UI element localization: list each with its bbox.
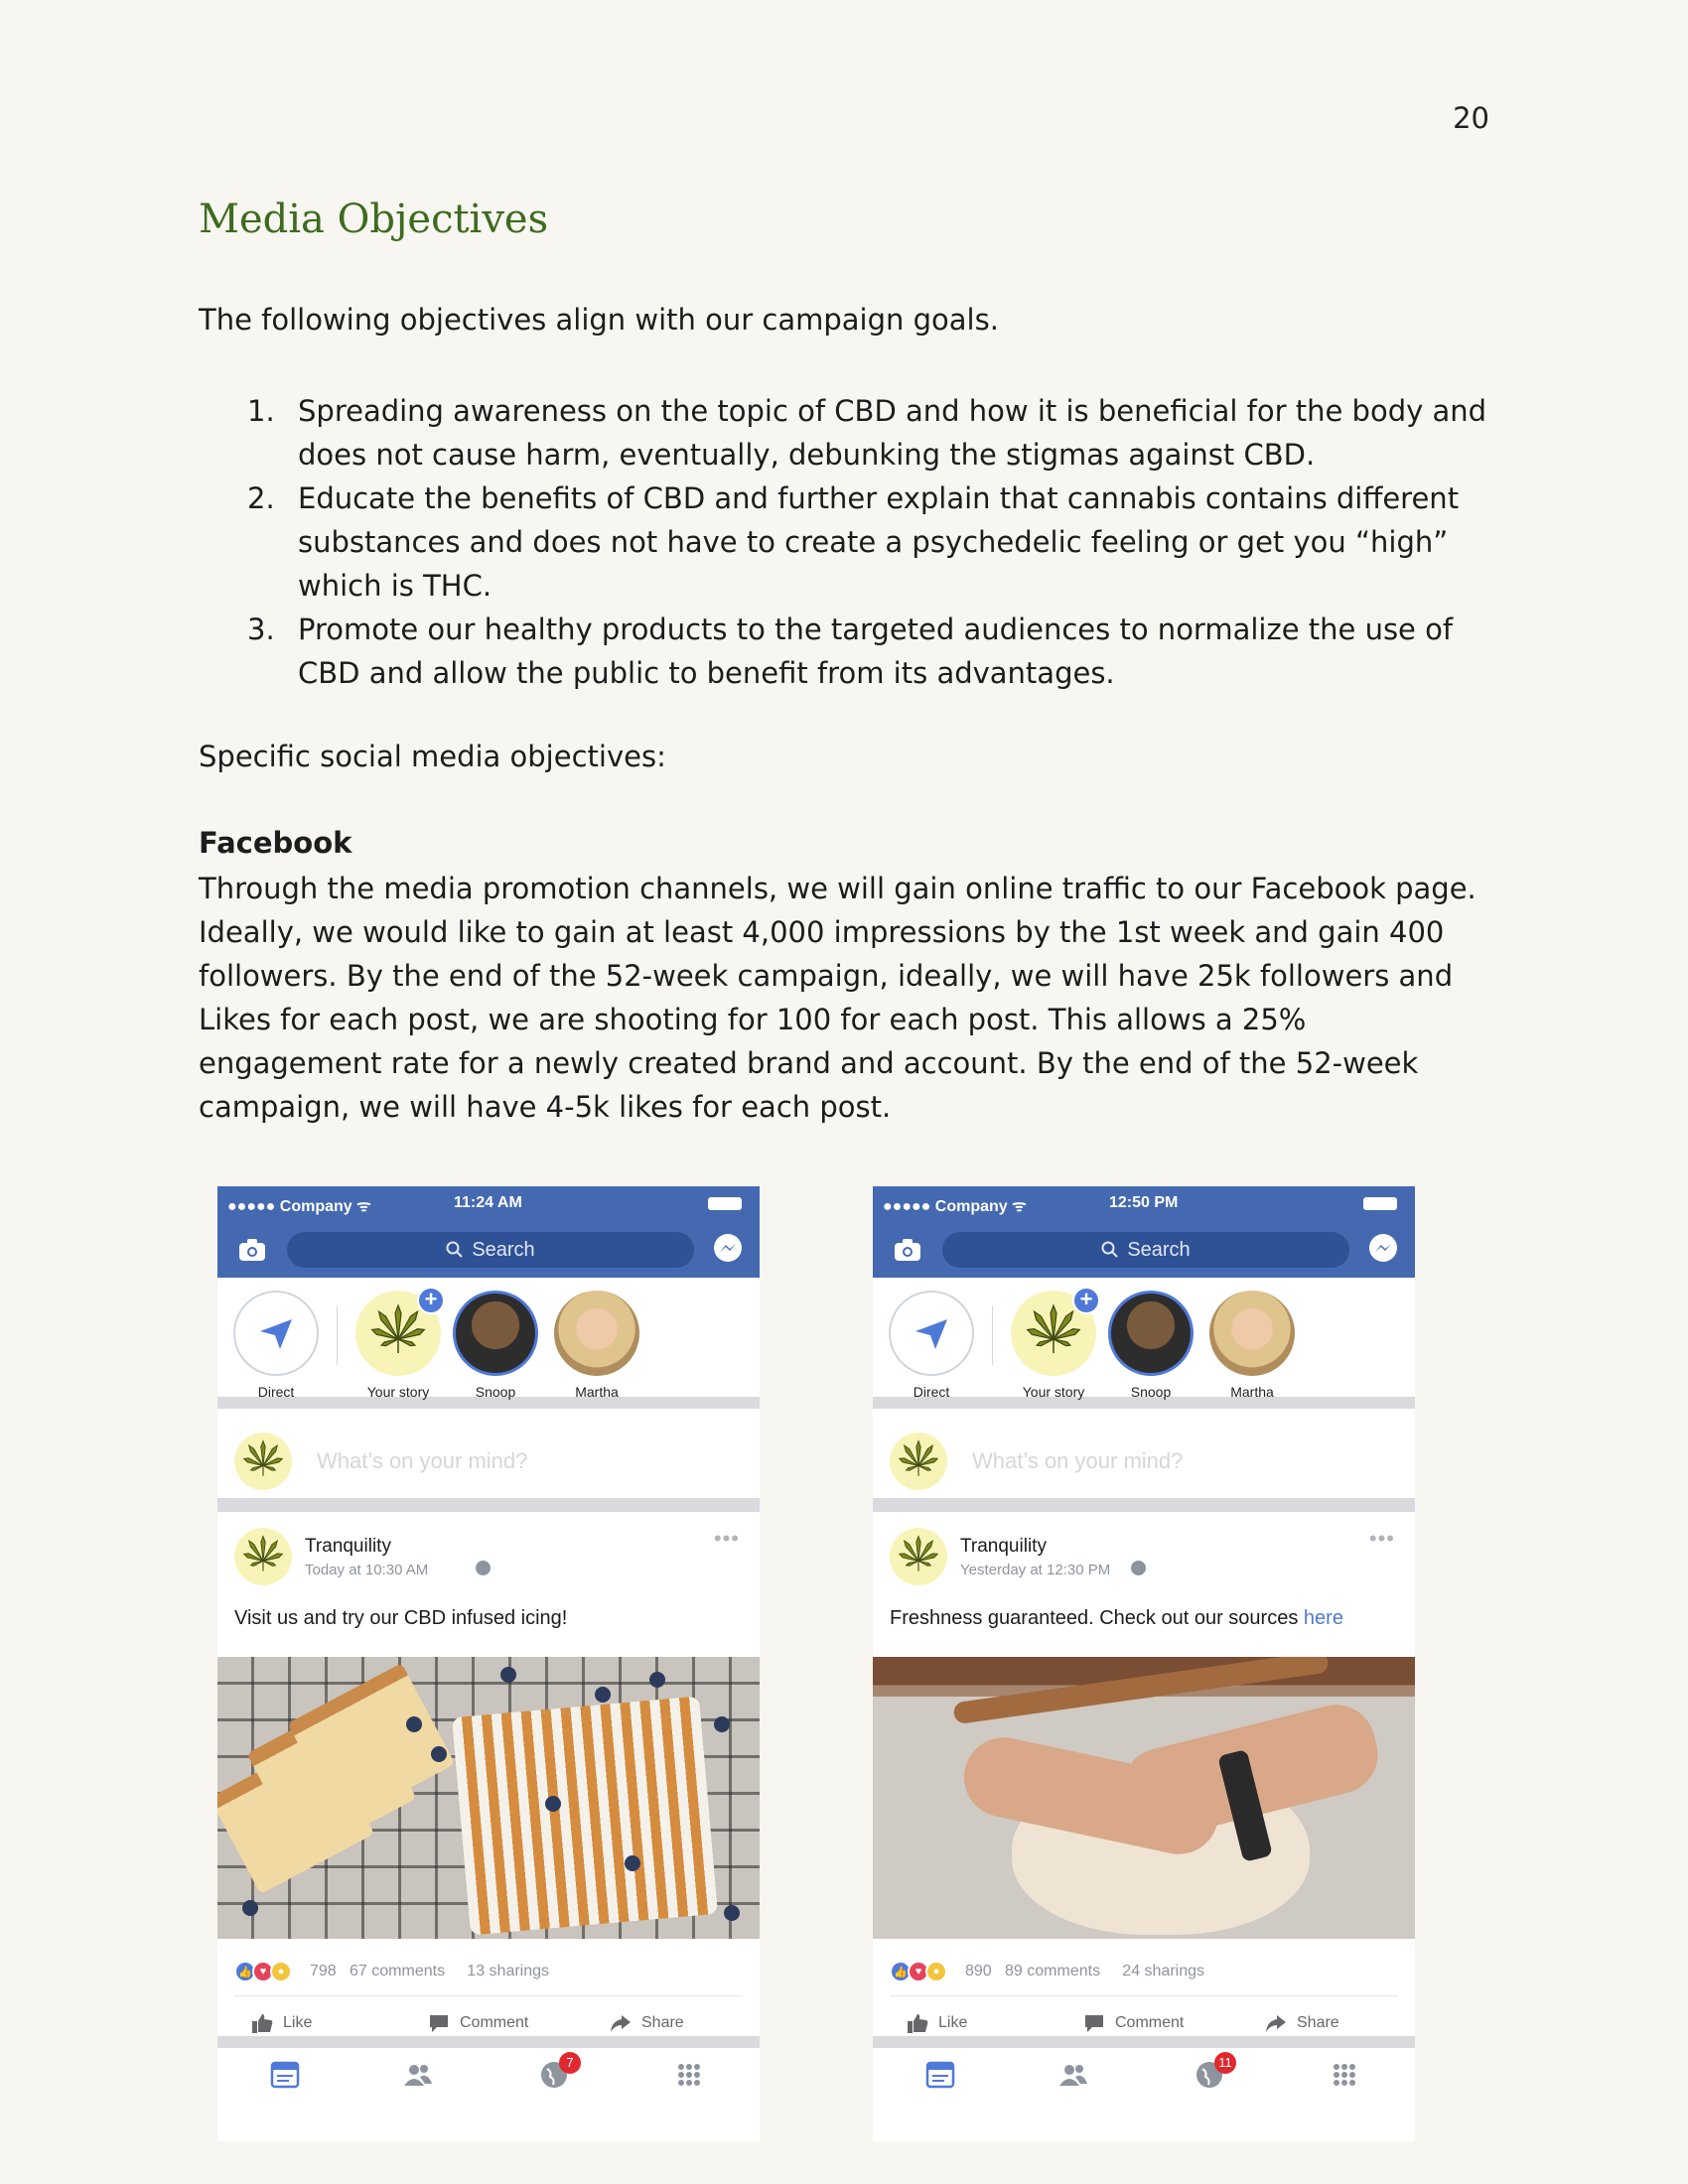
avatar bbox=[234, 1433, 292, 1490]
list-item bbox=[199, 608, 1489, 695]
list-number: 2. bbox=[247, 481, 275, 515]
carrier-label: ●●●●● Company ᯤ bbox=[883, 1198, 1027, 1215]
cannabis-leaf-icon bbox=[368, 1303, 428, 1363]
like-label: Like bbox=[283, 2014, 313, 2031]
story-martha[interactable] bbox=[1204, 1291, 1300, 1400]
share-icon bbox=[1265, 2012, 1287, 2034]
composer-placeholder: What’s on your mind? bbox=[317, 1448, 528, 1473]
icing-loaf bbox=[452, 1697, 718, 1936]
list-item-text: Educate the benefits of CBD and further explain that cannabis contains different substances and does not have to create a psychedelic feeling or get you “high” which is THC. bbox=[298, 481, 1460, 603]
avatar bbox=[554, 1291, 639, 1376]
messenger-icon[interactable] bbox=[712, 1233, 744, 1265]
clock: 12:50 PM bbox=[1109, 1194, 1179, 1211]
battery-icon bbox=[1363, 1197, 1397, 1210]
post-stats: 890 89 comments 24 sharings bbox=[965, 1963, 1205, 1979]
menu-grid-icon[interactable] bbox=[1330, 2060, 1359, 2090]
cannabis-leaf-icon bbox=[1024, 1303, 1083, 1363]
post-image-cake bbox=[217, 1657, 760, 1939]
list-item-text: Spreading awareness on the topic of CBD and how it is beneficial for the body and does not cause harm, eventually, debunking the stigmas against CBD. bbox=[298, 394, 1487, 472]
story-label: Direct bbox=[257, 1384, 295, 1400]
status-bar bbox=[217, 1186, 760, 1220]
battery-icon bbox=[708, 1197, 742, 1210]
story-label: Snoop bbox=[1130, 1384, 1172, 1400]
list-number: 1. bbox=[247, 394, 275, 428]
cannabis-leaf-icon bbox=[241, 1439, 285, 1483]
menu-grid-icon[interactable] bbox=[674, 2060, 704, 2090]
list-item bbox=[199, 389, 1489, 477]
add-story-icon[interactable]: + bbox=[417, 1287, 445, 1314]
avatar bbox=[1209, 1291, 1295, 1376]
divider bbox=[337, 1305, 338, 1365]
story-label: Direct bbox=[913, 1384, 950, 1400]
comment-icon bbox=[428, 2012, 450, 2034]
clock: 11:24 AM bbox=[454, 1194, 522, 1211]
news-feed-icon[interactable] bbox=[270, 2060, 300, 2090]
search-bar bbox=[217, 1220, 760, 1278]
search-input[interactable] bbox=[942, 1232, 1349, 1268]
avatar[interactable] bbox=[890, 1528, 947, 1585]
stories-row bbox=[217, 1278, 760, 1409]
avatar bbox=[453, 1291, 538, 1376]
like-button[interactable] bbox=[251, 2012, 312, 2034]
post-timestamp: Today at 10:30 AM bbox=[305, 1562, 429, 1578]
bottom-tab-bar bbox=[873, 2048, 1415, 2100]
rolling-pin bbox=[952, 1657, 1329, 1724]
comment-icon bbox=[1083, 2012, 1105, 2034]
blueberry bbox=[500, 1667, 516, 1683]
social-objectives-heading: Specific social media objectives: bbox=[199, 740, 666, 773]
page-number: 20 bbox=[1453, 101, 1489, 135]
post-actions bbox=[217, 1996, 760, 2048]
post-author[interactable]: Tranquility bbox=[305, 1536, 391, 1557]
wow-reaction-icon: ● bbox=[925, 1961, 947, 1982]
reactions-bar[interactable] bbox=[234, 1939, 743, 1996]
story-snoop[interactable] bbox=[1103, 1291, 1198, 1400]
facebook-mockup-left bbox=[217, 1186, 760, 2141]
avatar[interactable] bbox=[234, 1528, 292, 1585]
notifications-tab[interactable] bbox=[1195, 2055, 1232, 2090]
cannabis-leaf-icon bbox=[897, 1535, 940, 1578]
story-label: Martha bbox=[1230, 1384, 1274, 1400]
thumbs-up-icon bbox=[907, 2012, 928, 2034]
sources-link[interactable]: here bbox=[1303, 1607, 1343, 1629]
share-button[interactable] bbox=[610, 2012, 684, 2034]
blueberry bbox=[724, 1905, 740, 1921]
post-stats: 798 67 comments 13 sharings bbox=[310, 1963, 550, 1979]
share-label: Share bbox=[641, 2014, 684, 2031]
share-label: Share bbox=[1297, 2014, 1339, 2031]
facebook-heading: Facebook bbox=[199, 826, 352, 860]
blueberry bbox=[595, 1687, 611, 1703]
leaf-avatar bbox=[355, 1287, 441, 1376]
direct-avatar bbox=[889, 1291, 974, 1376]
post-text bbox=[217, 1595, 760, 1657]
globe-icon bbox=[476, 1561, 491, 1575]
send-icon bbox=[912, 1313, 951, 1353]
comment-button[interactable] bbox=[428, 2012, 528, 2034]
story-label: Snoop bbox=[475, 1384, 516, 1400]
love-reaction-icon: ♥ bbox=[908, 1961, 929, 1982]
direct-avatar bbox=[233, 1291, 319, 1376]
bottom-tab-bar bbox=[217, 2048, 760, 2100]
post-header bbox=[873, 1512, 1415, 1595]
notification-badge: 7 bbox=[559, 2052, 581, 2074]
more-options-icon[interactable]: ••• bbox=[1368, 1526, 1395, 1551]
status-composer[interactable] bbox=[873, 1409, 1415, 1512]
globe-icon bbox=[1131, 1561, 1146, 1575]
composer-placeholder: What’s on your mind? bbox=[972, 1448, 1184, 1473]
share-button[interactable] bbox=[1265, 2012, 1339, 2034]
post-caption: Visit us and try our CBD infused icing! bbox=[234, 1607, 568, 1629]
like-label: Like bbox=[938, 2014, 968, 2031]
cannabis-leaf-icon bbox=[897, 1439, 940, 1483]
search-bar bbox=[873, 1220, 1415, 1278]
friends-icon[interactable] bbox=[1058, 2060, 1088, 2090]
post-image-dough bbox=[873, 1657, 1415, 1939]
post-caption: Freshness guaranteed. Check out our sources bbox=[890, 1607, 1304, 1629]
notifications-tab[interactable] bbox=[539, 2055, 574, 2090]
add-story-icon[interactable]: + bbox=[1072, 1287, 1100, 1314]
search-placeholder: Search bbox=[1127, 1238, 1191, 1261]
cannabis-leaf-icon bbox=[241, 1535, 285, 1578]
post-author[interactable]: Tranquility bbox=[960, 1536, 1047, 1557]
more-options-icon[interactable]: ••• bbox=[713, 1526, 740, 1551]
objectives-list bbox=[199, 389, 1489, 695]
story-label: Martha bbox=[575, 1384, 619, 1400]
comment-button[interactable] bbox=[1083, 2012, 1184, 2034]
avatar bbox=[890, 1433, 947, 1490]
status-bar bbox=[873, 1186, 1415, 1220]
facebook-paragraph: Through the media promotion channels, we will gain online traffic to our Facebook page. Ideally, we would like to gain at least 4,000 impressions by the 1st week and gain 400 followers. By the end of the 52-week campaign, ideally, we will have 25k followers and Likes for each post, we are shooting for 100 for each post. This allows a 25% engagement rate for a newly created brand and account. By the end of the 52-week campaign, we will have 4-5k likes for each post. bbox=[199, 872, 1477, 1124]
blueberry bbox=[431, 1746, 447, 1762]
list-item-text: Promote our healthy products to the targeted audiences to normalize the use of CBD and allow the public to benefit from its advantages. bbox=[298, 613, 1454, 690]
story-snoop[interactable] bbox=[448, 1291, 543, 1400]
wow-reaction-icon: ● bbox=[270, 1961, 292, 1982]
post-text bbox=[873, 1595, 1415, 1657]
story-direct[interactable] bbox=[884, 1291, 979, 1400]
avatar bbox=[1108, 1291, 1194, 1376]
post-header bbox=[217, 1512, 760, 1595]
list-item bbox=[199, 477, 1489, 608]
post-actions bbox=[873, 1996, 1415, 2048]
like-button[interactable] bbox=[907, 2012, 967, 2034]
comment-label: Comment bbox=[460, 2014, 529, 2031]
blueberry bbox=[714, 1716, 730, 1732]
story-label: Your story bbox=[1022, 1384, 1085, 1400]
blueberry bbox=[242, 1900, 258, 1916]
divider bbox=[992, 1305, 993, 1365]
news-feed-icon[interactable] bbox=[925, 2060, 955, 2090]
stories-row bbox=[873, 1278, 1415, 1409]
story-your-story[interactable] bbox=[1006, 1287, 1101, 1400]
facebook-mockup-right bbox=[873, 1186, 1415, 2141]
intro-text: The following objectives align with our campaign goals. bbox=[199, 303, 999, 337]
reactions-bar[interactable] bbox=[890, 1939, 1398, 1996]
search-input[interactable] bbox=[287, 1232, 694, 1268]
story-martha[interactable] bbox=[549, 1291, 644, 1400]
search-icon bbox=[1101, 1241, 1119, 1259]
carrier-label: ●●●●● Company ᯤ bbox=[227, 1198, 371, 1215]
search-placeholder: Search bbox=[472, 1238, 535, 1261]
like-reaction-icon: 👍 bbox=[890, 1961, 912, 1982]
leaf-avatar bbox=[1011, 1287, 1096, 1376]
love-reaction-icon: ♥ bbox=[252, 1961, 274, 1982]
camera-icon[interactable] bbox=[893, 1235, 922, 1265]
blueberry bbox=[545, 1796, 561, 1812]
reaction-icons bbox=[890, 1961, 943, 1982]
notification-badge: 11 bbox=[1214, 2052, 1236, 2074]
story-direct[interactable] bbox=[228, 1291, 324, 1400]
camera-icon[interactable] bbox=[237, 1235, 267, 1265]
reaction-icons bbox=[234, 1961, 288, 1982]
messenger-icon[interactable] bbox=[1367, 1233, 1399, 1265]
blueberry bbox=[649, 1672, 665, 1688]
friends-icon[interactable] bbox=[403, 2060, 433, 2090]
thumbs-up-icon bbox=[251, 2012, 273, 2034]
list-number: 3. bbox=[247, 613, 275, 646]
post-timestamp: Yesterday at 12:30 PM bbox=[960, 1562, 1111, 1578]
search-icon bbox=[446, 1241, 464, 1259]
share-icon bbox=[610, 2012, 632, 2034]
comment-label: Comment bbox=[1115, 2014, 1185, 2031]
page-title: Media Objectives bbox=[199, 197, 549, 242]
story-label: Your story bbox=[366, 1384, 430, 1400]
status-composer[interactable] bbox=[217, 1409, 760, 1512]
story-your-story[interactable] bbox=[351, 1287, 446, 1400]
like-reaction-icon: 👍 bbox=[234, 1961, 256, 1982]
blueberry bbox=[625, 1855, 640, 1871]
blueberry bbox=[406, 1716, 422, 1732]
send-icon bbox=[256, 1313, 296, 1353]
